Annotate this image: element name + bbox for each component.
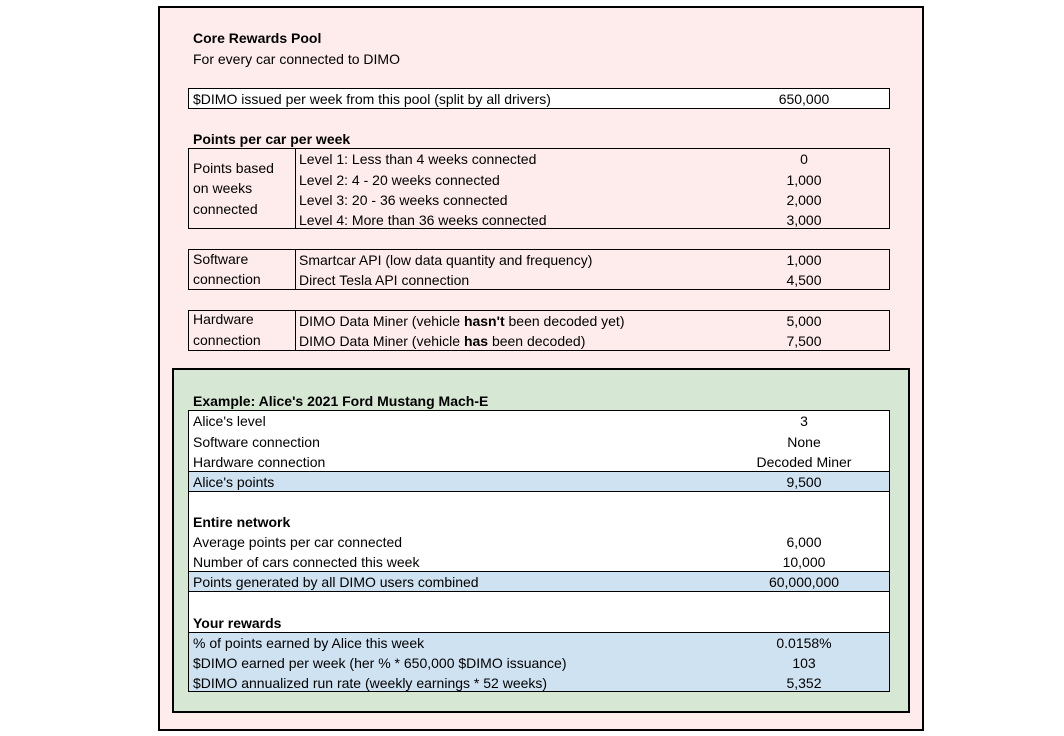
level-2-label: Level 2: 4 - 20 weeks connected xyxy=(299,172,500,188)
core-subtitle: For every car connected to DIMO xyxy=(193,51,400,67)
weeks-label-1: Points based xyxy=(193,160,274,176)
software-1-label: Smartcar API (low data quantity and frequency) xyxy=(299,252,593,268)
hardware-1-label: DIMO Data Miner (vehicle hasn't been decoded yet) xyxy=(299,313,625,329)
level-1-label: Level 1: Less than 4 weeks connected xyxy=(299,151,537,167)
example-title: Example: Alice's 2021 Ford Mustang Mach-E xyxy=(193,393,489,409)
network-total-label: Points generated by all DIMO users combined xyxy=(193,574,479,590)
level-3-value: 2,000 xyxy=(786,192,822,208)
weeks-label-2: on weeks xyxy=(193,180,253,196)
weeks-label-3: connected xyxy=(193,201,258,217)
hardware-label-2: connection xyxy=(193,332,261,348)
weekly-earned-value: 103 xyxy=(792,655,816,671)
network-total-value: 60,000,000 xyxy=(768,574,840,590)
network-heading: Entire network xyxy=(193,514,291,530)
software-1-value: 1,000 xyxy=(786,252,822,268)
percent-earned-label: % of points earned by Alice this week xyxy=(193,635,425,651)
alice-points-label: Alice's points xyxy=(193,474,275,490)
issued-value: 650,000 xyxy=(778,91,830,107)
avg-points-label: Average points per car connected xyxy=(193,534,403,550)
hardware-connection-label: Hardware connection xyxy=(193,454,326,470)
level-4-value: 3,000 xyxy=(786,212,822,228)
points-heading: Points per car per week xyxy=(193,131,351,147)
hardware-2-label: DIMO Data Miner (vehicle has been decoded) xyxy=(299,333,586,349)
level-3-label: Level 3: 20 - 36 weeks connected xyxy=(299,192,508,208)
alice-level-value: 3 xyxy=(800,413,808,429)
hardware-connection-value: Decoded Miner xyxy=(756,454,852,470)
level-2-value: 1,000 xyxy=(786,172,822,188)
percent-earned-value: 0.0158% xyxy=(776,635,832,651)
annual-rate-label: $DIMO annualized run rate (weekly earnings * 52 weeks) xyxy=(193,675,548,691)
cars-connected-label: Number of cars connected this week xyxy=(193,554,420,570)
hardware-1-value: 5,000 xyxy=(786,313,822,329)
software-label-2: connection xyxy=(193,271,261,287)
annual-rate-value: 5,352 xyxy=(786,675,822,691)
avg-points-value: 6,000 xyxy=(786,534,822,550)
software-2-label: Direct Tesla API connection xyxy=(299,272,470,288)
alice-level-label: Alice's level xyxy=(193,413,266,429)
core-title: Core Rewards Pool xyxy=(193,30,322,46)
weekly-earned-label: $DIMO earned per week (her % * 650,000 $DIMO issuance) xyxy=(193,655,567,671)
rewards-heading: Your rewards xyxy=(193,615,282,631)
software-connection-value: None xyxy=(787,434,821,450)
issued-label: $DIMO issued per week from this pool (split by all drivers) xyxy=(193,91,551,107)
alice-points-value: 9,500 xyxy=(786,474,822,490)
software-2-value: 4,500 xyxy=(786,272,822,288)
cars-connected-value: 10,000 xyxy=(782,554,826,570)
software-label-1: Software xyxy=(193,251,249,267)
hardware-2-value: 7,500 xyxy=(786,333,822,349)
level-1-value: 0 xyxy=(800,151,808,167)
software-connection-label: Software connection xyxy=(193,434,320,450)
hardware-label-1: Hardware xyxy=(193,311,254,327)
level-4-label: Level 4: More than 36 weeks connected xyxy=(299,212,547,228)
